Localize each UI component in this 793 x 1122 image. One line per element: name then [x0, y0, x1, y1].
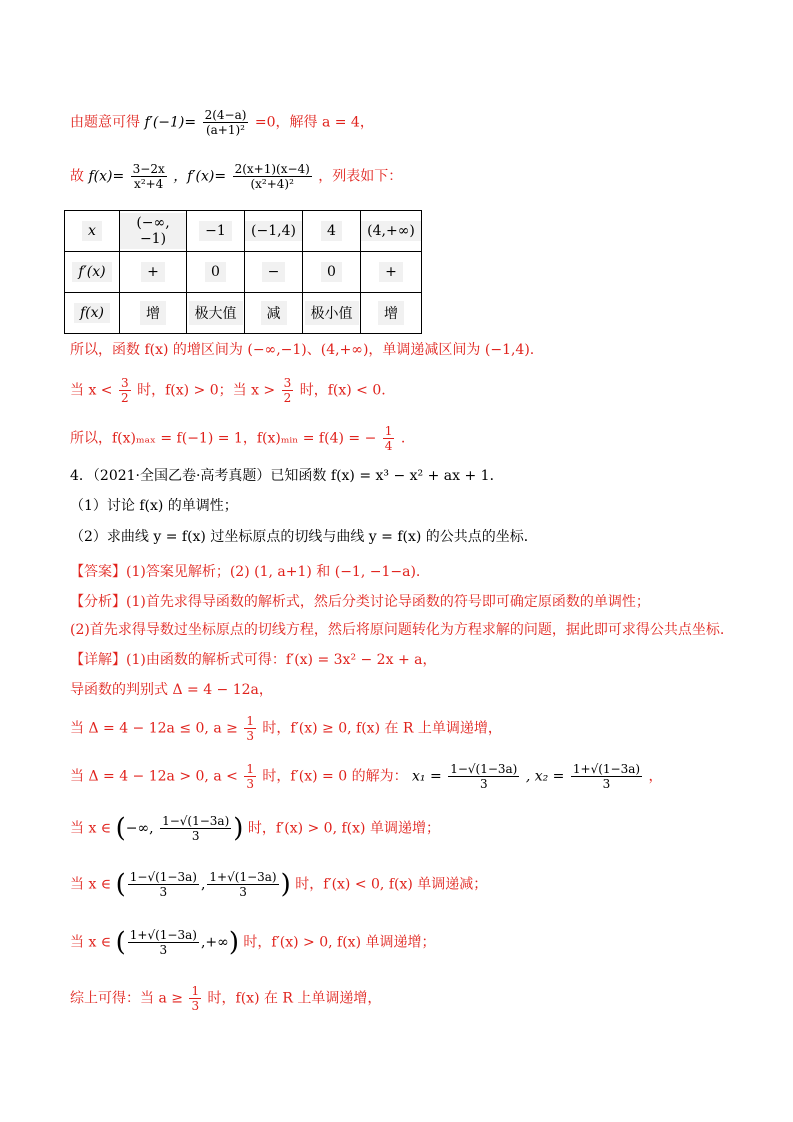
cell-text: f(x)	[74, 303, 110, 323]
cell-text: 4	[321, 221, 342, 241]
math: , x₂ =	[525, 768, 565, 785]
text: 时，f(x) 在 R 上单调递增，	[207, 990, 382, 1007]
table-cell	[303, 211, 361, 252]
line-extrema	[70, 424, 405, 453]
cell-text: 极大值	[189, 301, 243, 325]
denominator: 4	[384, 439, 393, 453]
problem-stem: 4．（2021·全国乙卷·高考真题）已知函数 f(x) = x³ − x² + ax + 1．	[70, 468, 504, 484]
denominator: (x²+4)²	[250, 177, 294, 191]
fraction	[244, 714, 256, 743]
numerator: 1+√(1−3a)	[209, 870, 277, 884]
monotonicity-table	[64, 210, 422, 334]
numerator: 1−√(1−3a)	[129, 870, 197, 884]
fraction	[160, 814, 231, 843]
denominator: 3	[191, 999, 200, 1013]
cell-text: +	[379, 262, 403, 282]
text: 时，f′(x) = 0 的解为：	[262, 768, 408, 785]
cell-text: x	[82, 221, 102, 241]
cell-text: 极小值	[305, 301, 359, 325]
text: 时，f(x) < 0.	[299, 382, 386, 399]
cell-text: (4,+∞)	[361, 221, 421, 241]
text: 综上可得：当 a ≥	[70, 990, 183, 1007]
text: 时，f′(x) < 0, f(x) 单调递减；	[295, 876, 488, 893]
fraction	[244, 762, 256, 791]
cell-text: f′(x)	[72, 262, 111, 282]
denominator: 3	[159, 943, 168, 957]
detail-2: 导函数的判别式 Δ = 4 − 12a，	[70, 682, 273, 698]
denominator: 2	[120, 391, 129, 405]
numerator: 1−√(1−3a)	[162, 814, 230, 828]
analysis-1: 【分析】(1)首先求得导函数的解析式，然后分类讨论导函数的符号即可确定原函数的单调性；	[70, 594, 650, 610]
fraction	[189, 984, 201, 1013]
table-cell	[65, 252, 120, 293]
paren-open: (	[115, 927, 126, 958]
fraction	[128, 870, 199, 899]
cell-text: 减	[261, 301, 287, 325]
numerator: 2(x+1)(x−4)	[234, 162, 310, 176]
numerator: 1+√(1−3a)	[572, 762, 641, 776]
fraction	[203, 108, 249, 137]
table-cell	[361, 211, 422, 252]
denominator: 3	[246, 729, 254, 743]
text: 当 Δ = 4 − 12a ≤ 0, a ≥	[70, 720, 238, 737]
case-1	[70, 714, 502, 743]
numerator: 3	[283, 376, 292, 390]
text: 时，f′(x) > 0, f(x) 单调递增；	[243, 934, 436, 951]
cell-text: +	[141, 262, 165, 282]
text: 当 x ∈	[70, 820, 112, 837]
text: 时，f′(x) ≥ 0, f(x) 在 R 上单调递增，	[262, 720, 502, 737]
cell-text: −1	[199, 221, 232, 241]
paren-open: (	[115, 813, 126, 844]
cell-text: (−1,4)	[245, 221, 302, 241]
math: ,+∞	[200, 934, 229, 951]
table-cell	[120, 293, 187, 334]
case-2	[70, 762, 663, 791]
table-cell	[303, 293, 361, 334]
numerator: 1	[191, 984, 200, 998]
line-intervals: 所以，函数 f(x) 的增区间为 (−∞,−1)、(4,+∞)，单调递减区间为 (−1,4).	[70, 342, 535, 358]
numerator: 1+√(1−3a)	[129, 928, 197, 942]
denominator: 3	[602, 777, 611, 791]
cell-text: 增	[140, 301, 166, 325]
cell-text: 0	[321, 262, 342, 282]
numerator: 1	[384, 424, 393, 438]
fraction	[233, 162, 312, 191]
table-cell	[245, 293, 303, 334]
line-function-def	[70, 162, 402, 191]
question-2: （2）求曲线 y = f(x) 过坐标原点的切线与曲线 y = f(x) 的公共点的坐标．	[70, 529, 538, 545]
text: 时，f′(x) > 0, f(x) 单调递增；	[247, 820, 440, 837]
text: ，	[648, 768, 663, 785]
paren-close: )	[228, 927, 239, 958]
denominator: (a+1)²	[205, 123, 245, 137]
fraction	[128, 928, 199, 957]
table-cell	[361, 293, 422, 334]
fraction	[282, 376, 294, 405]
paren-open: (	[115, 869, 126, 900]
math: f′(−1)=	[144, 114, 197, 131]
numerator: 1	[246, 762, 254, 776]
math: ，f′(x)=	[173, 168, 227, 185]
denominator: 3	[479, 777, 488, 791]
math: −∞,	[125, 820, 154, 837]
cell-text: (−∞,−1)	[120, 213, 186, 249]
table-row	[65, 252, 422, 293]
text: =0，解得 a = 4，	[254, 114, 374, 131]
analysis-2: (2)首先求得导数过坐标原点的切线方程，然后将原问题转化为方程求解的问题，据此即可求得公共点坐标.	[70, 622, 725, 638]
table-cell	[187, 293, 245, 334]
line-sign	[70, 376, 386, 405]
text: ，列表如下：	[318, 168, 403, 185]
paren-close: )	[233, 813, 244, 844]
text: 当 x ∈	[70, 934, 112, 951]
cell-text: 增	[378, 301, 404, 325]
denominator: x²+4	[134, 177, 164, 191]
table-cell	[120, 252, 187, 293]
fraction	[207, 870, 278, 899]
fraction	[571, 762, 642, 791]
text: .	[400, 430, 406, 447]
table-cell	[65, 293, 120, 334]
denominator: 2	[283, 391, 292, 405]
table-cell	[187, 252, 245, 293]
line-derivative-condition	[70, 108, 374, 137]
numerator: 1	[246, 714, 254, 728]
denominator: 3	[246, 777, 254, 791]
answer: 【答案】(1)答案见解析；(2) (1, a+1) 和 (−1, −1−a).	[70, 564, 421, 580]
comma: ,	[200, 876, 206, 893]
numerator: 3	[120, 376, 129, 390]
fraction	[448, 762, 519, 791]
table-cell	[65, 211, 120, 252]
numerator: 2(4−a)	[204, 108, 247, 122]
denominator: 3	[239, 885, 247, 899]
fraction	[119, 376, 131, 405]
table-cell	[245, 211, 303, 252]
table-cell	[245, 252, 303, 293]
denominator: 3	[159, 885, 168, 899]
table-cell	[361, 252, 422, 293]
cell-text: −	[262, 262, 286, 282]
paren-close: )	[280, 869, 291, 900]
table-cell	[303, 252, 361, 293]
summary	[70, 984, 381, 1013]
case-5	[70, 928, 436, 957]
text: 故	[70, 168, 84, 185]
table-cell	[120, 211, 187, 252]
text: 所以，f(x)ₘₐₓ = f(−1) = 1，f(x)ₘᵢₙ = f(4) = −	[70, 430, 377, 447]
text: 当 Δ = 4 − 12a > 0, a <	[70, 768, 238, 785]
math: f(x)=	[88, 168, 125, 185]
cell-text: 0	[205, 262, 226, 282]
table-cell	[187, 211, 245, 252]
table-row	[65, 211, 422, 252]
fraction	[131, 162, 167, 191]
numerator: 3−2x	[132, 162, 165, 176]
numerator: 1−√(1−3a)	[450, 762, 518, 776]
table-row	[65, 293, 422, 334]
detail-1: 【详解】(1)由函数的解析式可得：f′(x) = 3x² − 2x + a，	[70, 652, 437, 668]
math: x₁ =	[412, 768, 442, 785]
case-4	[70, 870, 487, 899]
text: 当 x ∈	[70, 876, 112, 893]
text: 时，f(x) > 0；当 x >	[137, 382, 276, 399]
text: 由题意可得	[70, 114, 140, 131]
case-3	[70, 814, 440, 843]
fraction	[383, 424, 395, 453]
denominator: 3	[191, 829, 200, 843]
text: 当 x <	[70, 382, 113, 399]
question-1: （1）讨论 f(x) 的单调性；	[70, 498, 238, 514]
